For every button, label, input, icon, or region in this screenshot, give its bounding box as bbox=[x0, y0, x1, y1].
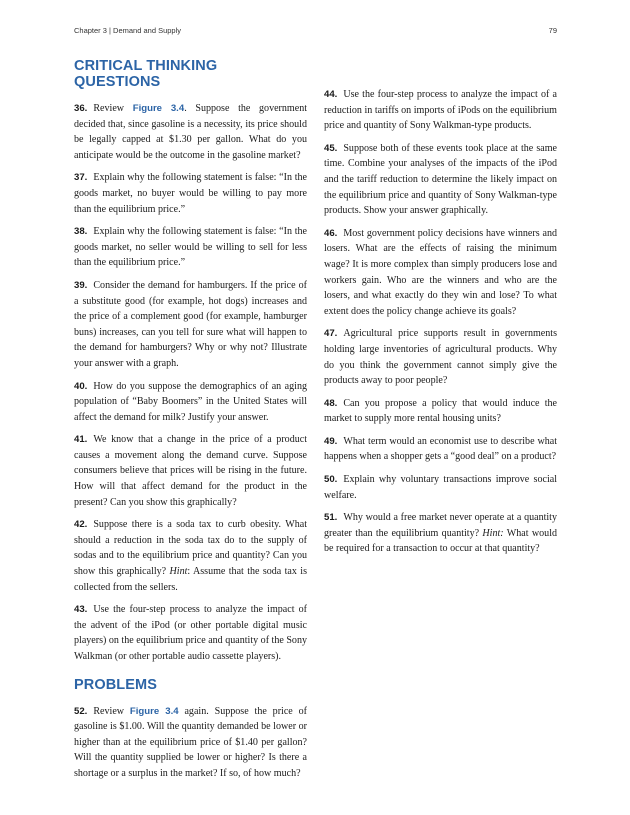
question-38: 38. Explain why the following statement is false: “In the goods market, no seller would be willing to sell for less than the equilibrium price.” bbox=[74, 226, 307, 269]
chapter-title: Chapter 3 | Demand and Supply bbox=[74, 26, 182, 35]
hint-label: Hint bbox=[169, 566, 188, 578]
question-46: 46. Most government policy decisions have winners and losers. What are the effects of raising the minimum wage? It is more complex than simply producers lose and workers gain. Who are the winners and who are the losers, and what exactly do they win and lose? To what extent does the policy change achieve its goals? bbox=[324, 227, 557, 317]
question-36: 36. Review Figure 3.4. Suppose the government decided that, since gasoline is a necessity, its price should be legally capped at $1.30 per gallon. What do you anticipate would be the outcome in the gasoline market? bbox=[74, 103, 308, 161]
question-40: 40. How do you suppose the demographics of an aging population of “Baby Boomers” in the United States will affect the demand for milk? Justify your answer. bbox=[74, 380, 307, 423]
left-column bbox=[74, 58, 307, 789]
question-39: 39. Consider the demand for hamburgers. If the price of a substitute good (for example, hot dogs) increases and the price of a complement good (for example, hamburger buns) increases, can you tell for sure what will happen to the demand for hamburgers? Why or why not? Illustrate your answer with a graph. bbox=[74, 279, 307, 369]
question-41: 41. We know that a change in the price of a product causes a movement along the demand curve. Suppose consumers believe that prices will be rising in the future. How will that affect demand for the product in the present? Can you show this graphically? bbox=[74, 434, 307, 508]
critical-thinking-heading: CRITICAL THINKING QUESTIONS bbox=[74, 58, 218, 90]
question-49: 49. What term would an economist use to describe what happens when a shopper gets a “good deal” on a product? bbox=[324, 435, 557, 463]
question-48: 48. Can you propose a policy that would induce the market to supply more rental housing units? bbox=[324, 397, 557, 425]
question-44: 44. Use the four-step process to analyze the impact of a reduction in tariffs on imports of iPods on the equilibrium price and quantity of Sony Walkman-type products. bbox=[324, 89, 557, 132]
figure-link[interactable]: Figure 3.4 bbox=[129, 705, 179, 717]
question-52: 52. Review Figure 3.4 again. Suppose the price of gasoline is $1.00. Will the quantity demanded be lower or higher than at the equilibrium price of $1.40 per gallon? Will the quantity supplied be lower or higher? Is there a shortage or a surplus in the market? If so, of how much? bbox=[74, 705, 307, 779]
question-51: 51. Why would a free market never operate at a quantity greater than the equilibrium quantity? Hint: What would be required for a transaction to occur at that quantity? bbox=[324, 512, 558, 555]
hint-label: Hint: bbox=[482, 527, 504, 539]
question-37: 37. Explain why the following statement is false: “In the goods market, no buyer would be willing to pay more than the equilibrium price.” bbox=[74, 172, 307, 215]
question-47: 47. Agricultural price supports result in governments holding large inventories of agricultural products. Why do you think the government cannot simply give the products away to poor people? bbox=[324, 328, 557, 387]
question-42: 42. Suppose there is a soda tax to curb obesity. What should a reduction in the soda tax do to the supply of sodas and to the equilibrium price and quantity? Can you show this graphically? Hint: Assume that the soda tax is collected from the sellers. bbox=[74, 519, 307, 593]
right-column bbox=[324, 87, 557, 564]
page-number: 79 bbox=[548, 26, 557, 35]
running-header bbox=[74, 26, 557, 35]
question-45: 45. Suppose both of these events took place at the same time. Combine your analyses of the impacts of the iPod and the tariff reduction to determine the likely impact on the equilibrium price and quantity of Sony Walkman-type products. Show your answer graphically. bbox=[324, 142, 557, 217]
figure-link[interactable]: Figure 3.4 bbox=[132, 103, 185, 114]
question-50: 50. Explain why voluntary transactions improve social welfare. bbox=[324, 474, 557, 501]
problems-heading: PROBLEMS bbox=[74, 676, 157, 693]
question-43: 43. Use the four-step process to analyze the impact of the advent of the iPod (or other portable digital music players) on the equilibrium price and quantity of the Sony Walkman (or other portable audio cassette players). bbox=[74, 604, 307, 662]
